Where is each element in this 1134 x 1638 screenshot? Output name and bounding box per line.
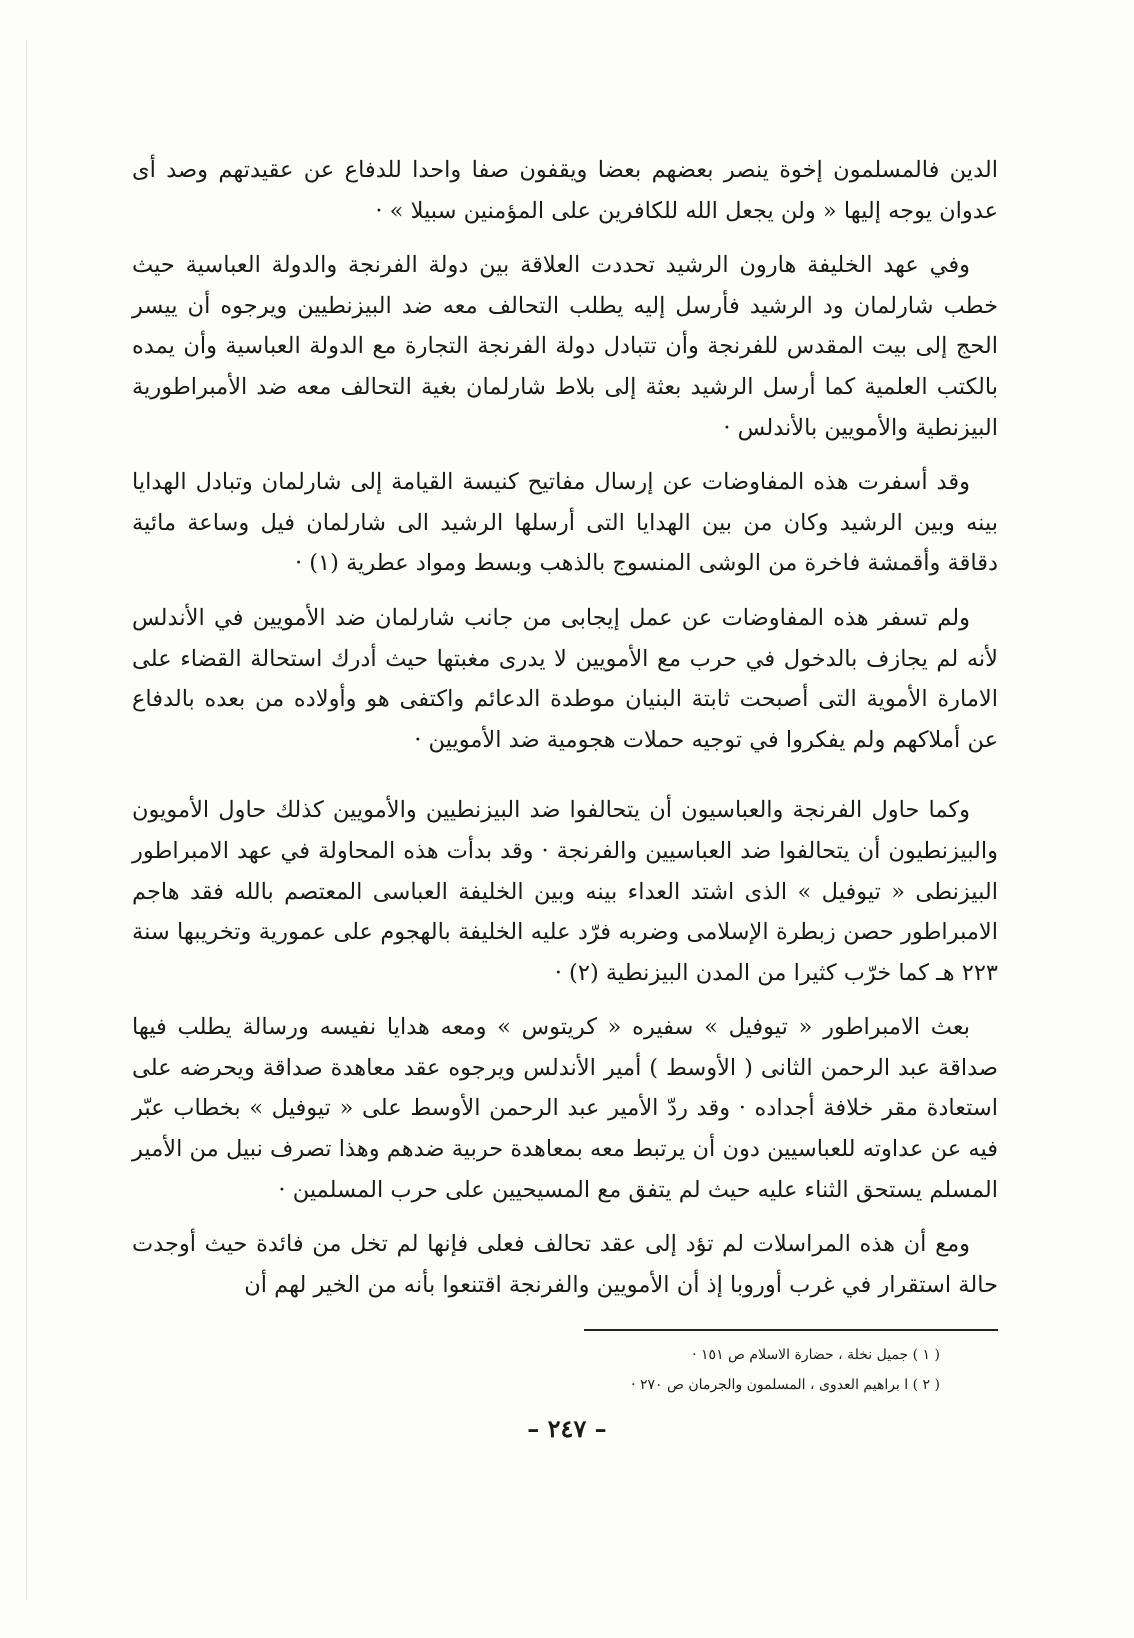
footnote-separator: [584, 1329, 998, 1331]
paragraph: بعث الامبراطور « تيوفيل » سفيره « كريتوس » ومعه هدايا نفيسه ورسالة يطلب فيها صداقة عبد الرحمن الثانى ( الأوسط ) أمير الأندلس ويرجوه عقد معاهدة صداقة ويحرضه على استعادة مقر خلافة أجداده · وقد ردّ الأمير عبد الرحمن الأوسط على « تيوفيل » بخطاب عبّر فيه عن عداوته للعباسيين دون أن يرتبط معه بمعاهدة حربية ضدهم وهذا تصرف نبيل من الأمير المسلم يستحق الثناء عليه حيث لم يتفق مع المسيحيين على حرب المسلمين ·: [132, 1014, 998, 1203]
paragraph: ولم تسفر هذه المفاوضات عن عمل إيجابى من جانب شارلمان ضد الأمويين في الأندلس لأنه لم يجازف بالدخول في حرب مع الأمويين لا يدرى مغبتها حيث أدرك استحالة القضاء على الامارة الأموية التى أصبحت ثابتة البنيان موطدة الدعائم واكتفى هو وأولاده من بعده بالدفاع عن أملاكهم ولم يفكروا في توجيه حملات هجومية ضد الأمويين ·: [132, 604, 998, 753]
paragraph: وقد أسفرت هذه المفاوضات عن إرسال مفاتيح كنيسة القيامة إلى شارلمان وتبادل الهدايا بينه وبين الرشيد وكان من بين الهدايا التى أرسلها الرشيد الى شارلمان فيل وساعة مائية دقاقة وأقمشة فاخرة من الوشى المنسوج بالذهب وبسط ومواد عطرية (١) ·: [132, 469, 998, 577]
paragraph: الدين فالمسلمون إخوة ينصر بعضهم بعضا ويقفون صفا واحدا للدفاع عن عقيدتهم وصد أى عدوان يوجه إليها « ولن يجعل الله للكافرين على المؤمنين سبيلا » ·: [132, 157, 998, 224]
page-number: – ٢٤٧ –: [527, 1414, 607, 1443]
body-text: [132, 150, 998, 1319]
paragraph: وكما حاول الفرنجة والعباسيون أن يتحالفوا ضد البيزنطيين والأمويين كذلك حاول الأمويون والبيزنطيون أن يتحالفوا ضد العباسيين والفرنجة · وقد بدأت هذه المحاولة في عهد الامبراطور البيزنطى « تيوفيل » الذى اشتد العداء بينه وبين الخليفة العباسى المعتصم بالله فقد هاجم الامبراطور حصن زبطرة الإسلامى وضربه فرّد عليه الخليفة بالهجوم على عمورية وتخريبها سنة ٢٢٣ هـ كما خرّب كثيرا من المدن البيزنطية (٢) ·: [132, 797, 998, 986]
footnote: ( ٢ ) ا براهيم العدوى ، المسلمون والجرمان ص ٢٧٠ ·: [631, 1377, 940, 1393]
paragraph: وفي عهد الخليفة هارون الرشيد تحددت العلاقة بين دولة الفرنجة والدولة العباسية حيث خطب شارلمان ود الرشيد فأرسل إليه يطلب التحالف معه ضد البيزنطيين ويرجوه أن ييسر الحج إلى بيت المقدس للفرنجة وأن تتبادل دولة الفرنجة التجارة مع الدولة العباسية وأن يمده بالكتب العلمية كما أرسل الرشيد بعثة إلى بلاط شارلمان بغية التحالف معه ضد الأمبراطورية البيزنطية والأمويين بالأندلس ·: [132, 252, 998, 441]
paragraph: ومع أن هذه المراسلات لم تؤد إلى عقد تحالف فعلى فإنها لم تخل من فائدة حيث أوجدت حالة استقرار في غرب أوروبا إذ أن الأمويين والفرنجة اقتنعوا بأنه من الخير لهم أن: [132, 1231, 998, 1298]
footnotes: [560, 1340, 940, 1400]
page-edge-shadow: [26, 40, 27, 1600]
footnote: ( ١ ) جميل نخلة ، حضارة الاسلام ص ١٥١ ·: [692, 1347, 940, 1363]
